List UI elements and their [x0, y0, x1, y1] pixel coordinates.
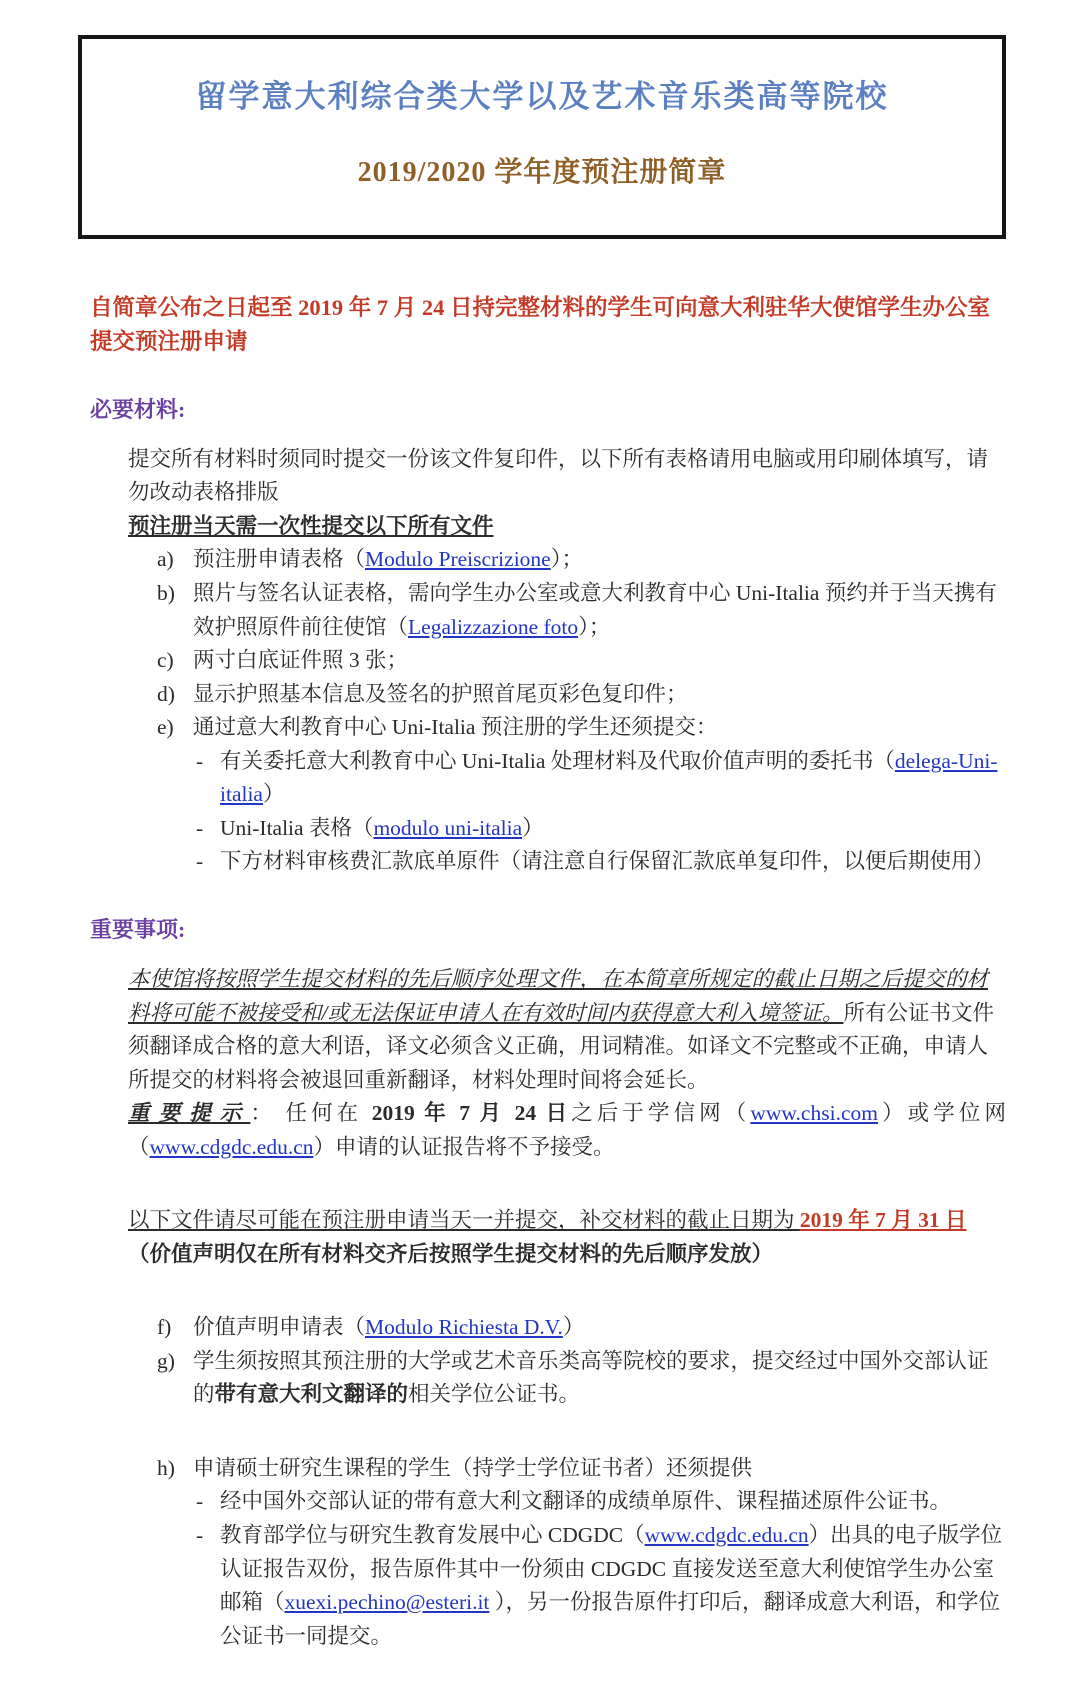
item-text — [220, 1519, 1006, 1653]
sublist-item-modulo-uni-italia — [196, 812, 1006, 846]
list-item-c — [157, 644, 1006, 678]
sublist-item-delega — [196, 745, 1006, 812]
dash-bullet: - — [196, 1522, 204, 1547]
item-text-post: ） — [522, 815, 544, 840]
item-text-post: ），另一份报告原件打印后，翻译成意大利语，和学位公证书一同提交。 — [220, 1590, 1001, 1648]
item-text — [193, 577, 1006, 644]
tip-seg4: ）申请的认证报告将不予接受。 — [313, 1134, 615, 1159]
item-text-bold: 带有意大利文翻译的 — [214, 1382, 409, 1407]
dash-bullet: - — [196, 815, 204, 840]
item-text: 下方材料审核费汇款底单原件（请注意自行保留汇款底单复印件，以便后期使用） — [220, 849, 995, 874]
list-item-h — [157, 1452, 1006, 1486]
item-text-pre: 照片与签名认证表格，需向学生办公室或意大利教育中心 Uni-Italia 预约并于当天携有效护照原件前往使馆（ — [193, 580, 997, 639]
master-list — [157, 1452, 1006, 1486]
item-text-pre: 教育部学位与研究生教育发展中心 CDGDC（ — [220, 1522, 645, 1547]
required-list — [157, 543, 1006, 744]
item-label: h) — [157, 1455, 175, 1480]
item-text — [193, 543, 1006, 577]
tip-seg2: 之后于学信网（ — [571, 1101, 751, 1126]
supplement-paragraph — [128, 1204, 1006, 1271]
item-text-pre: 价值声明申请表（ — [193, 1315, 366, 1340]
required-intro: 提交所有材料时须同时提交一份该文件复印件，以下所有表格请用电脑或用印刷体填写，请勿改动表格排版 — [128, 446, 989, 505]
item-label: e) — [157, 715, 174, 740]
item-text: 经中国外交部认证的带有意大利文翻译的成绩单原件、课程描述原件公证书。 — [220, 1489, 952, 1514]
link-delega-uni-italia[interactable]: delega-Uni-italia — [220, 748, 998, 807]
item-text-pre: 学生须按照其预注册的大学或艺术音乐类高等院校的要求，提交经过中国外交部认证的 — [193, 1348, 989, 1407]
item-text — [193, 1345, 1006, 1412]
important-tip-paragraph — [128, 1097, 1006, 1164]
item-label: g) — [157, 1348, 175, 1373]
item-label: b) — [157, 580, 175, 605]
item-text — [220, 812, 1006, 846]
item-text-post: ）； — [550, 547, 583, 572]
document-title-line1: 留学意大利综合类大学以及艺术音乐类高等院校 — [195, 79, 889, 114]
link-esteri-email[interactable]: xuexi.pechino@esteri.it — [284, 1590, 490, 1615]
supplement-underlined-text: 以下文件请尽可能在预注册申请当天一并提交，补交材料的截止日期为 — [128, 1208, 800, 1233]
tip-label: 重要提示 — [128, 1101, 251, 1126]
item-text-mid: ）出具的电子版学位认证报告双份，报告原件其中一份须由 CDGDC 直接发送至意大利使馆学生办公室邮箱（ — [220, 1522, 1003, 1615]
item-text-post: ） — [262, 782, 285, 807]
item-text: 通过意大利教育中心 Uni-Italia 预注册的学生还须提交： — [193, 715, 718, 740]
warning-underlined-text: 本使馆将按照学生提交材料的先后顺序处理文件，在本简章所规定的截止日期之后提交的材料将可能不被接受和/或无法保证申请人在有效时间内获得意大利入境签证。 — [128, 967, 989, 1025]
supplement-bold-tail: （价值声明仅在所有材料交齐后按照学生提交材料的先后顺序发放） — [128, 1241, 774, 1266]
item-label: a) — [157, 547, 174, 572]
required-subheading: 预注册当天需一次性提交以下所有文件 — [128, 513, 494, 538]
heading-required-materials: 必要材料: — [90, 396, 186, 422]
deadline-notice: 自简章公布之日起至 2019 年 7 月 24 日持完整材料的学生可向意大利驻华大使馆学生办公室提交预注册申请 — [90, 295, 991, 354]
link-cdgdc-2[interactable]: www.cdgdc.edu.cn — [644, 1522, 809, 1547]
item-text-pre: 有关委托意大利教育中心 Uni-Italia 处理材料及代取价值声明的委托书（ — [220, 748, 895, 773]
item-label: c) — [157, 648, 174, 673]
link-modulo-preiscrizione[interactable]: Modulo Preiscrizione — [365, 547, 551, 572]
tip-seg3: ）或学位网（ — [128, 1101, 1006, 1159]
item-text: 两寸白底证件照 3 张； — [193, 648, 409, 673]
list-item-g — [157, 1345, 1006, 1412]
item-text-pre: Uni-Italia 表格（ — [220, 815, 374, 840]
item-label: f) — [157, 1315, 172, 1340]
list-item-f — [157, 1311, 1006, 1345]
warning-rest-text: 所有公证书文件须翻译成合格的意大利语，译文必须含义正确，用词精准。如译文不完整或不正确，申请人所提交的材料将会被退回重新翻译，材料处理时间将会延长。 — [128, 1000, 994, 1092]
item-text — [193, 1311, 1006, 1345]
item-text-pre: 预注册申请表格（ — [193, 547, 366, 572]
link-modulo-richiesta-dv[interactable]: Modulo Richiesta D.V. — [365, 1315, 563, 1340]
heading-important: 重要事项: — [90, 916, 186, 942]
sublist-h — [196, 1485, 1006, 1653]
dash-bullet: - — [196, 849, 204, 874]
item-text-post: ）； — [578, 614, 611, 639]
sublist-item-cdgdc-report — [196, 1519, 1006, 1653]
sublist-e — [196, 745, 1006, 879]
document-title-line2: 2019/2020 学年度预注册简章 — [357, 157, 727, 189]
link-modulo-uni-italia[interactable]: modulo uni-italia — [373, 815, 523, 840]
list-item-d — [157, 678, 1006, 712]
supplement-deadline-date: 2019 年 7 月 31 日 — [799, 1208, 967, 1233]
sublist-item-transcript — [196, 1485, 1006, 1519]
link-legalizzazione-foto[interactable]: Legalizzazione foto — [408, 614, 579, 639]
supplement-list — [157, 1311, 1006, 1412]
link-cdgdc[interactable]: www.cdgdc.edu.cn — [149, 1134, 314, 1159]
item-text: 显示护照基本信息及签名的护照首尾页彩色复印件； — [193, 681, 688, 706]
list-item-a — [157, 543, 1006, 577]
item-text-post: ） — [562, 1315, 585, 1340]
important-warning-paragraph — [128, 963, 1006, 1097]
item-text-post: 相关学位公证书。 — [408, 1382, 581, 1407]
list-item-e — [157, 711, 1006, 745]
tip-colon: ： — [250, 1101, 286, 1126]
sublist-item-remittance — [196, 845, 1006, 879]
list-item-b — [157, 577, 1006, 644]
item-label: d) — [157, 681, 175, 706]
title-box — [78, 35, 1006, 239]
dash-bullet: - — [196, 1489, 204, 1514]
item-text — [220, 745, 1006, 812]
item-text: 申请硕士研究生课程的学生（持学士学位证书者）还须提供 — [193, 1455, 753, 1480]
link-chsi[interactable]: www.chsi.com — [750, 1101, 878, 1126]
tip-deadline-date: 2019 年 7 月 24 日 — [371, 1101, 572, 1126]
dash-bullet: - — [196, 748, 204, 773]
tip-seg1: 任何在 — [285, 1101, 372, 1126]
